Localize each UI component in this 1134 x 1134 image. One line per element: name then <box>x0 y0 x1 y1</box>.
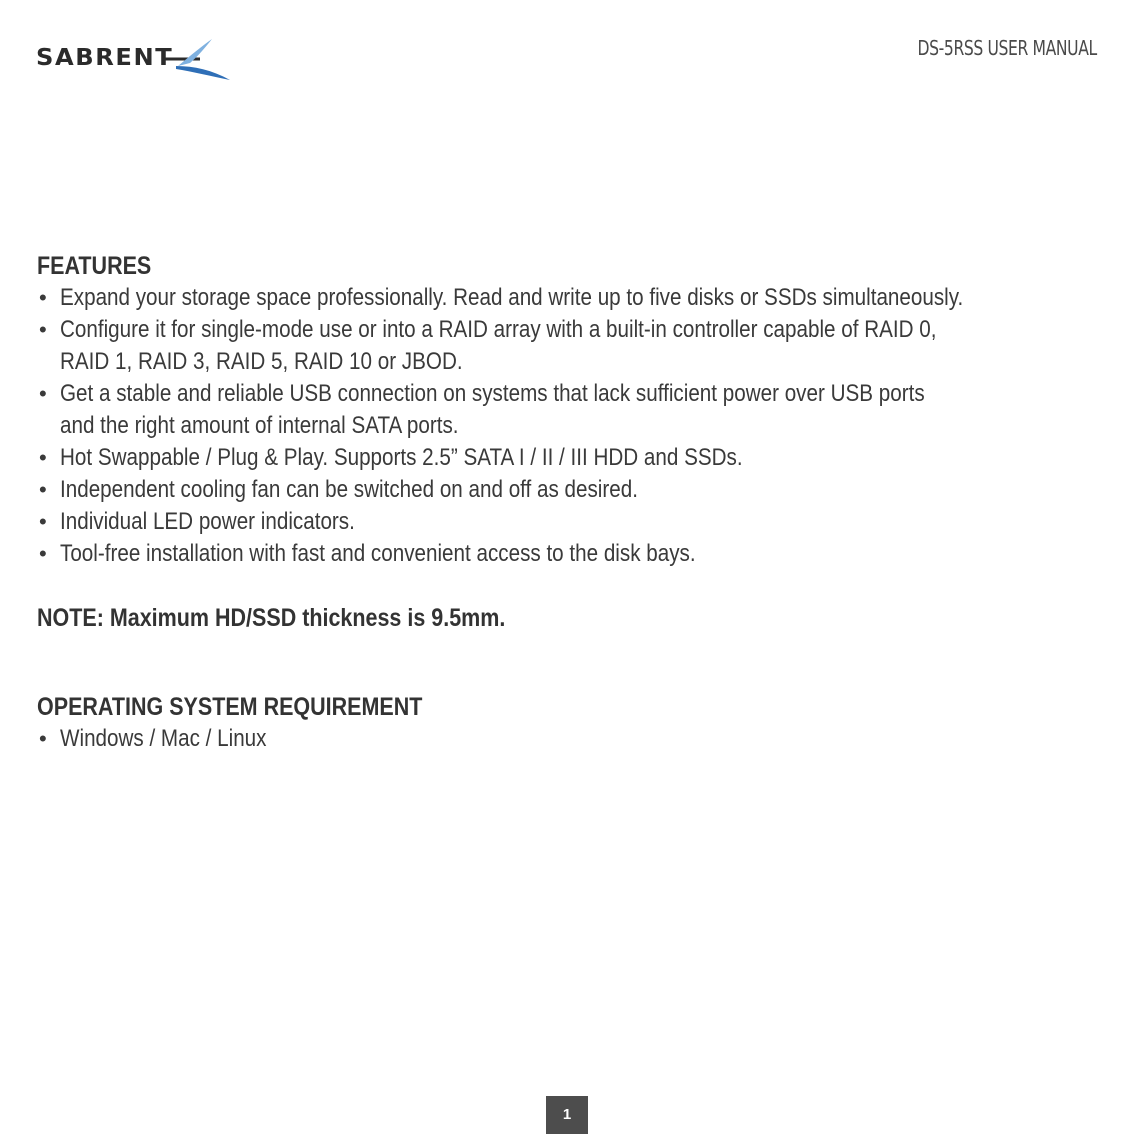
main-content <box>37 250 1097 755</box>
page-number-badge: 1 <box>546 1096 588 1134</box>
features-heading: FEATURES <box>37 252 152 280</box>
logo-swoosh-icon <box>160 36 236 82</box>
os-requirement-heading: OPERATING SYSTEM REQUIREMENT <box>37 693 423 721</box>
list-item: • Get a stable and reliable USB connection on systems that lack sufficient power over USB ports and the right amount of internal SATA ports. <box>37 378 1097 442</box>
logo-wordmark: SABRENT <box>36 45 174 71</box>
document-title: DS-5RSS USER MANUAL <box>917 36 1097 60</box>
list-item: • Configure it for single-mode use or into a RAID array with a built-in controller capable of RAID 0, RAID 1, RAID 3, RAID 5, RAID 10 or JBOD. <box>37 314 1097 378</box>
sabrent-logo <box>36 36 236 82</box>
list-item: • Tool-free installation with fast and convenient access to the disk bays. <box>37 538 1097 570</box>
list-item: • Windows / Mac / Linux <box>37 723 1097 755</box>
thickness-note: NOTE: Maximum HD/SSD thickness is 9.5mm. <box>37 604 506 632</box>
list-item: • Independent cooling fan can be switched on and off as desired. <box>37 474 1097 506</box>
os-list <box>37 723 1097 755</box>
list-item: • Hot Swappable / Plug & Play. Supports 2.5” SATA I / II / III HDD and SSDs. <box>37 442 1097 474</box>
list-item: • Expand your storage space professionally. Read and write up to five disks or SSDs simultaneously. <box>37 282 1097 314</box>
features-list <box>37 282 1097 570</box>
list-item: • Individual LED power indicators. <box>37 506 1097 538</box>
